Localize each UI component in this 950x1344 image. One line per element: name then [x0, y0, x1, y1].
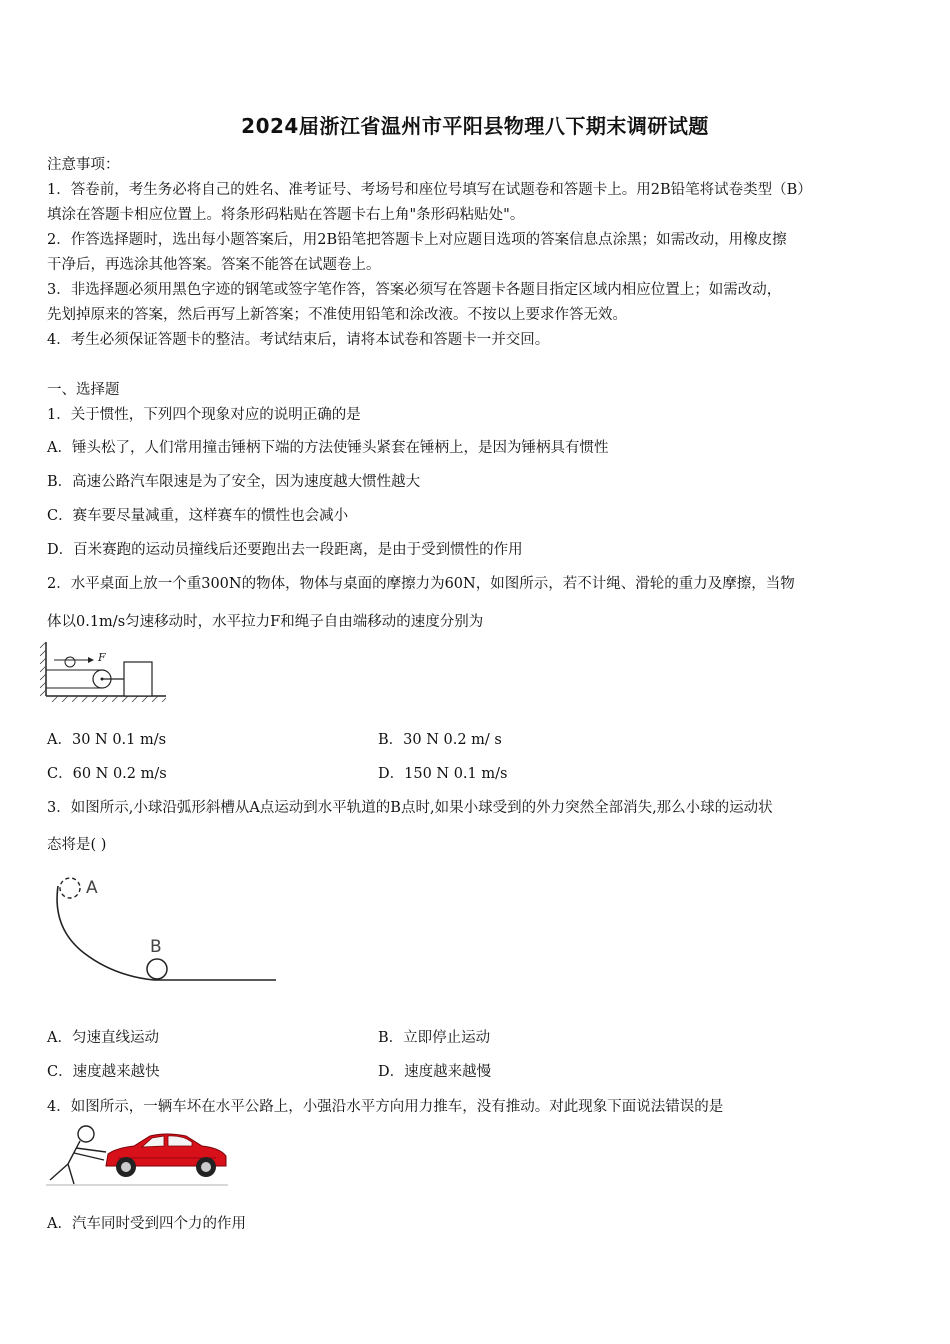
notice-heading: 注意事项： — [47, 157, 120, 173]
notice-line: 4．考生必须保证答题卡的整洁。考试结束后，请将本试卷和答题卡一并交回。 — [47, 332, 550, 348]
push-car-figure — [46, 1120, 230, 1190]
point-b-label: B — [150, 937, 162, 957]
section-heading: 一、选择题 — [47, 382, 120, 398]
notice-line: 填涂在答题卡相应位置上。将条形码粘贴在答题卡右上角"条形码粘贴处"。 — [47, 207, 525, 223]
notice-line: 干净后，再选涂其他答案。答案不能答在试题卷上。 — [47, 257, 381, 273]
ramp-figure — [44, 868, 280, 988]
page-title: 2024届浙江省温州市平阳县物理八下期末调研试题 — [241, 114, 709, 138]
q1-option-b: B．高速公路汽车限速是为了安全，因为速度越大惯性越大 — [47, 474, 421, 490]
pulley-figure — [40, 640, 170, 702]
q2-option-a: A．30 N 0.1 m/s — [47, 732, 167, 748]
q3-option-c: C．速度越来越快 — [47, 1064, 160, 1080]
q1-option-c: C．赛车要尽量减重，这样赛车的惯性也会减小 — [47, 508, 349, 524]
q3-option-a: A．匀速直线运动 — [47, 1030, 159, 1046]
q3-option-b: B．立即停止运动 — [378, 1030, 491, 1046]
notice-line: 1．答卷前，考生务必将自己的姓名、准考证号、考场号和座位号填写在试题卷和答题卡上。用2B铅笔将试卷类型（B） — [47, 182, 812, 198]
q2-option-d: D．150 N 0.1 m/s — [378, 766, 508, 782]
q2-option-c: C．60 N 0.2 m/s — [47, 766, 167, 782]
q4-stem: 4．如图所示，一辆车坏在水平公路上，小强沿水平方向用力推车，没有推动。对此现象下面说法错误的是 — [47, 1099, 724, 1115]
q2-stem-line1: 2．水平桌面上放一个重300N的物体，物体与桌面的摩擦力为60N，如图所示，若不计绳、滑轮的重力及摩擦，当物 — [47, 576, 795, 592]
force-label: F — [98, 651, 106, 664]
notice-line: 先划掉原来的答案，然后再写上新答案；不准使用铅笔和涂改液。不按以上要求作答无效。 — [47, 307, 627, 323]
q2-stem-line2: 体以0.1m/s匀速移动时，水平拉力F和绳子自由端移动的速度分别为 — [47, 614, 484, 630]
point-a-label: A — [86, 878, 98, 898]
q4-option-a: A．汽车同时受到四个力的作用 — [47, 1216, 246, 1232]
q3-stem-line2: 态将是( ) — [47, 837, 107, 853]
q3-option-d: D．速度越来越慢 — [378, 1064, 492, 1080]
notice-line: 2．作答选择题时，选出每小题答案后，用2B铅笔把答题卡上对应题目选项的答案信息点涂黑；如需改动，用橡皮擦 — [47, 232, 787, 248]
q1-option-d: D．百米赛跑的运动员撞线后还要跑出去一段距离，是由于受到惯性的作用 — [47, 542, 523, 558]
q1-stem: 1．关于惯性，下列四个现象对应的说明正确的是 — [47, 407, 361, 423]
q2-option-b: B．30 N 0.2 m/ s — [378, 732, 502, 748]
q3-stem-line1: 3．如图所示,小球沿弧形斜槽从A点运动到水平轨道的B点时,如果小球受到的外力突然全部消失,那么小球的运动状 — [47, 800, 773, 816]
notice-line: 3．非选择题必须用黑色字迹的钢笔或签字笔作答，答案必须写在答题卡各题目指定区域内相应位置上；如需改动， — [47, 282, 782, 298]
q1-option-a: A．锤头松了，人们常用撞击锤柄下端的方法使锤头紧套在锤柄上，是因为锤柄具有惯性 — [47, 440, 609, 456]
